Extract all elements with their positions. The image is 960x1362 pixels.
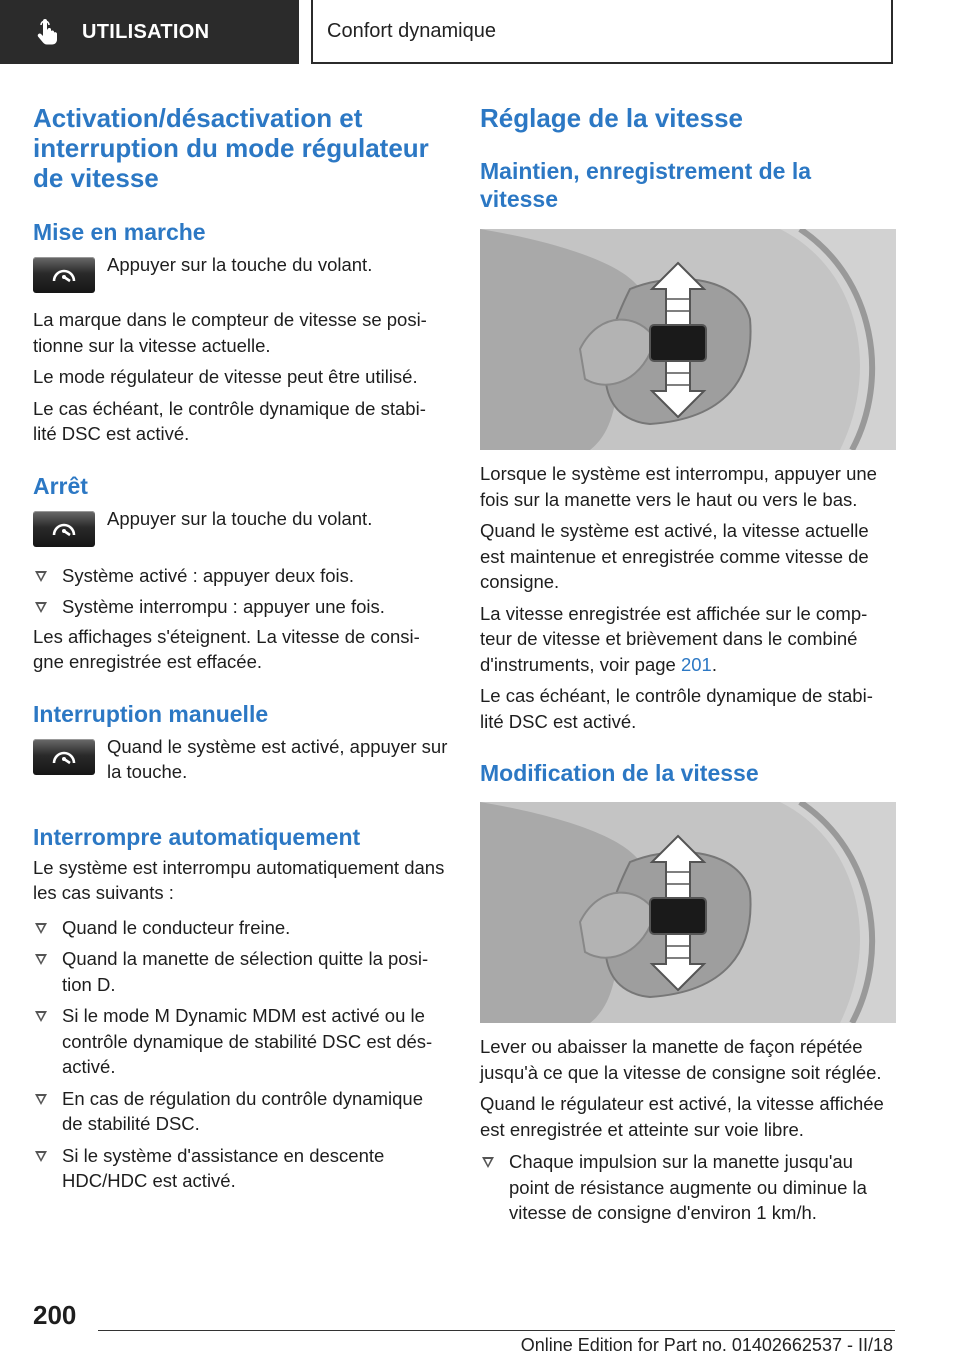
list-item: Système interrompu : appuyer une fois. <box>33 594 448 620</box>
cruise-control-button-icon <box>33 511 95 547</box>
left-column <box>33 103 448 1194</box>
button-instruction-off <box>33 508 448 547</box>
steering-wheel-lever-photo <box>480 229 896 450</box>
page-number: 200 <box>33 1300 77 1330</box>
section-heading-activation: Activation/désactivation et interruption du mode régulateur de vitesse <box>33 103 429 193</box>
hand-touch-icon <box>32 17 62 47</box>
instruction-text: Appuyer sur la touche du volant. <box>107 254 373 275</box>
bullet-list-modify <box>480 1149 896 1226</box>
steering-wheel-lever-photo <box>480 802 896 1023</box>
triangle-bullet-icon <box>35 923 47 934</box>
triangle-bullet-icon <box>35 571 47 582</box>
page-reference-link[interactable]: 201 <box>680 653 712 675</box>
right-column <box>480 103 896 1226</box>
paragraph: Lever ou abaisser la manette de façon répétée jusqu'à ce que la vitesse de consigne soit réglée. <box>480 1036 882 1083</box>
bullet-list-auto <box>33 915 448 1194</box>
list-item: Système activé : appuyer deux fois. <box>33 563 448 589</box>
edition-text: Online Edition for Part no. 01402662537 - II/18 <box>520 1335 893 1355</box>
list-item: Chaque impulsion sur la manette jusqu'au point de résistance augmente ou diminue la vitesse de consigne d'environ 1 km/h. <box>480 1149 896 1226</box>
list-item: Si le mode M Dynamic MDM est activé ou le contrôle dynamique de stabilité DSC est dés‐ activé. <box>33 1003 448 1080</box>
paragraph: Lorsque le système est interrompu, appuyer une fois sur la manette vers le haut ou vers le bas. <box>480 463 877 510</box>
heading-arret: Arrêt <box>33 472 88 499</box>
triangle-bullet-icon <box>35 1011 47 1022</box>
heading-interrompre-auto: Interrompre automatiquement <box>33 823 361 850</box>
cruise-control-button-icon <box>33 257 95 293</box>
triangle-bullet-icon <box>35 602 47 613</box>
triangle-bullet-icon <box>482 1157 494 1168</box>
paragraph: La marque dans le compteur de vitesse se posi‐ tionne sur la vitesse actuelle. <box>33 309 427 356</box>
triangle-bullet-icon <box>35 1094 47 1105</box>
chapter-header <box>311 0 893 64</box>
section-label: UTILISATION <box>82 20 210 43</box>
section-heading-reglage: Réglage de la vitesse <box>480 103 744 133</box>
paragraph: Le cas échéant, le contrôle dynamique de stabi‐ lité DSC est activé. <box>480 685 873 732</box>
triangle-bullet-icon <box>35 1151 47 1162</box>
section-tab[interactable] <box>0 0 299 64</box>
bullet-list-off <box>33 563 448 620</box>
footer-divider <box>98 1330 895 1331</box>
paragraph: Quand le régulateur est activé, la vitesse affichée est enregistrée et atteinte sur voie libre. <box>480 1093 884 1140</box>
paragraph: La vitesse enregistrée est affichée sur le comp‐ teur de vitesse et brièvement dans le combiné d'instruments, voir page 201. <box>480 602 868 675</box>
cruise-control-button-icon <box>33 739 95 775</box>
list-item: Quand la manette de sélection quitte la posi‐ tion D. <box>33 946 448 997</box>
heading-modification: Modification de la vitesse <box>480 760 759 786</box>
paragraph: Le mode régulateur de vitesse peut être utilisé. <box>33 366 418 387</box>
heading-interruption-manuelle: Interruption manuelle <box>33 700 269 727</box>
button-instruction-manual <box>33 736 448 785</box>
list-item: En cas de régulation du contrôle dynamique de stabilité DSC. <box>33 1086 448 1137</box>
button-instruction-on <box>33 254 448 293</box>
paragraph: Le cas échéant, le contrôle dynamique de stabi‐ lité DSC est activé. <box>33 397 426 444</box>
list-item: Quand le conducteur freine. <box>33 915 448 941</box>
paragraph: Le système est interrompu automatiquement dans les cas suivants : <box>33 856 445 903</box>
instruction-text: Quand le système est activé, appuyer sur la touche. <box>107 735 448 782</box>
paragraph: Les affichages s'éteignent. La vitesse de consi‐ gne enregistrée est effacée. <box>33 625 420 672</box>
paragraph: Quand le système est activé, la vitesse actuelle est maintenue et enregistrée comme vitesse de consigne. <box>480 520 869 592</box>
heading-maintien: Maintien, enregistrement de la vitesse <box>480 158 812 212</box>
heading-mise-en-marche: Mise en marche <box>33 219 206 245</box>
triangle-bullet-icon <box>35 954 47 965</box>
list-item: Si le système d'assistance en descente HDC/HDC est activé. <box>33 1143 448 1194</box>
instruction-text: Appuyer sur la touche du volant. <box>107 507 373 529</box>
chapter-label: Confort dynamique <box>327 19 496 42</box>
